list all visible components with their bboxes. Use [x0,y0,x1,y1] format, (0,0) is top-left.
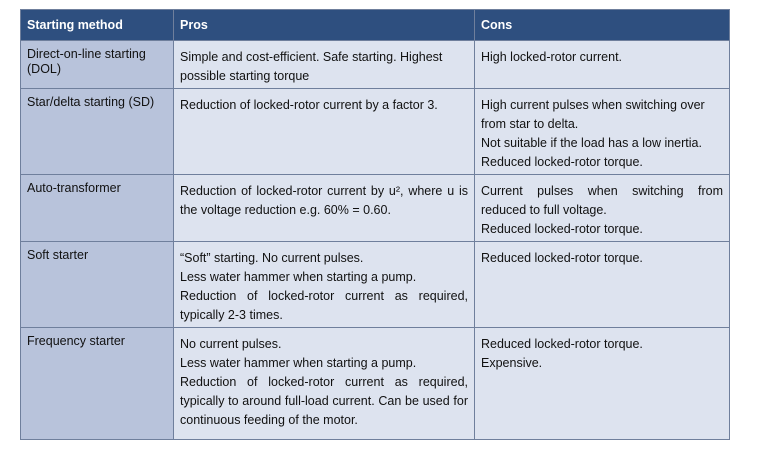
pros-line: Reduction of locked-rotor current by a factor 3. [180,98,438,112]
cons-line: High locked-rotor current. [481,50,623,64]
cons-line: Expensive. [481,356,543,370]
cons-line: Not suitable if the load has a low inertia. [481,136,702,150]
pros-line: Simple and cost-efficient. Safe starting. Highest possible starting torque [180,50,443,83]
cons-line: Reduced locked-rotor torque. [481,155,643,169]
table-row [21,242,730,328]
cons-line: High current pulses when switching over from star to delta. [481,98,705,131]
header-starting-method: Starting method [21,10,174,41]
pros-line: No current pulses. [180,337,282,351]
pros-cell [174,242,475,328]
table-row [21,175,730,242]
table-row [21,328,730,440]
pros-line: Less water hammer when starting a pump. [180,270,417,284]
method-cell: Star/delta starting (SD) [21,89,174,175]
header-pros: Pros [174,10,475,41]
table-row [21,41,730,89]
cons-cell [475,175,730,242]
pros-cell [174,41,475,89]
cons-line: Reduced locked-rotor torque. [481,337,643,351]
pros-line: Reduction of locked-rotor current by u², where u is the voltage reduction e.g. 60% = 0.60. [180,184,468,217]
cons-line: Reduced locked-rotor torque. [481,222,643,236]
pros-cell [174,89,475,175]
starting-methods-table [20,9,730,440]
cons-line: Current pulses when switching from reduced to full voltage. [481,184,723,217]
table-row [21,89,730,175]
cons-line: Reduced locked-rotor torque. [481,251,643,265]
method-cell: Auto-transformer [21,175,174,242]
header-row [21,10,730,41]
pros-cell [174,328,475,440]
pros-cell [174,175,475,242]
pros-line: “Soft” starting. No current pulses. [180,251,364,265]
method-cell: Direct-on-line starting (DOL) [21,41,174,89]
header-cons: Cons [475,10,730,41]
cons-cell [475,89,730,175]
pros-line: Less water hammer when starting a pump. [180,356,417,370]
pros-line: Reduction of locked-rotor current as required, typically to around full-load current. Can be used for continuous feeding of the motor. [180,375,468,427]
cons-cell [475,328,730,440]
cons-cell [475,242,730,328]
pros-line: Reduction of locked-rotor current as required, typically 2-3 times. [180,289,468,322]
method-cell: Frequency starter [21,328,174,440]
cons-cell [475,41,730,89]
method-cell: Soft starter [21,242,174,328]
